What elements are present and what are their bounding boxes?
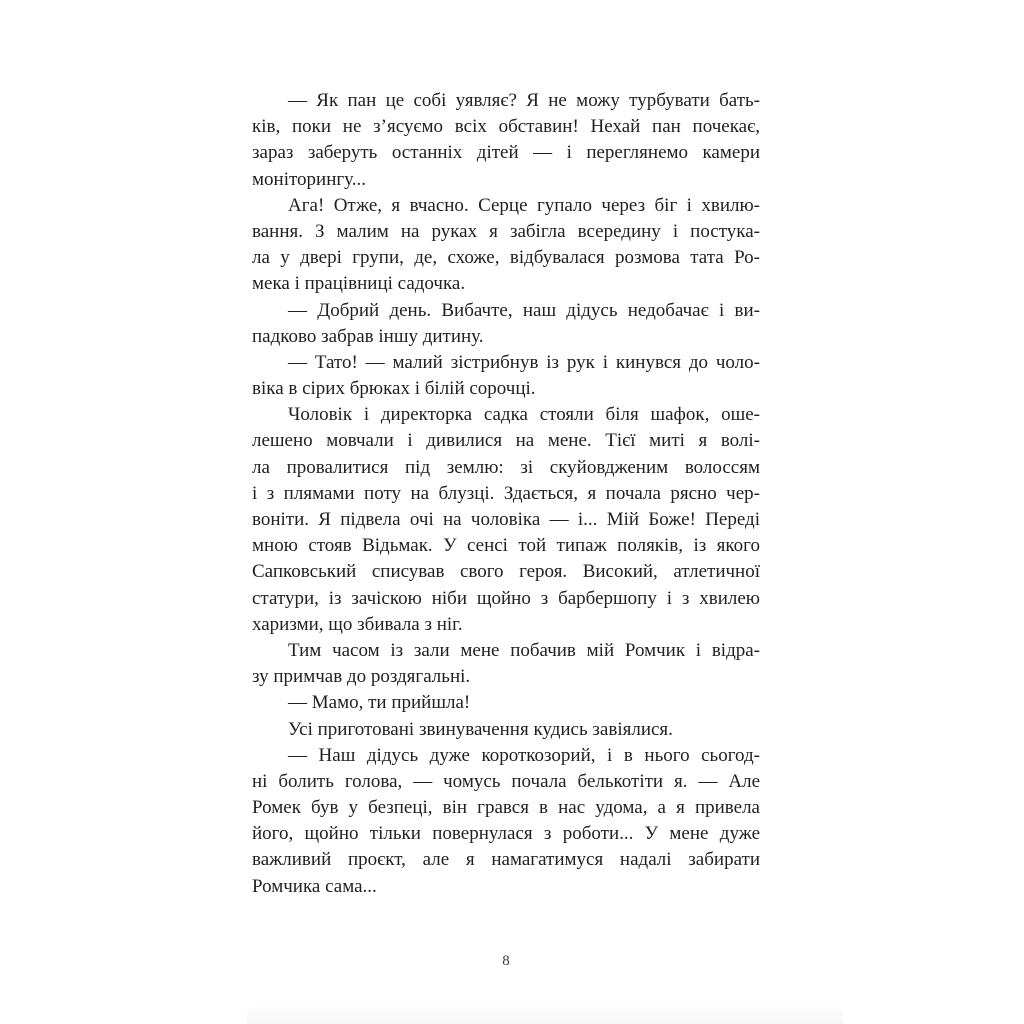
text-line: — Як пан це собі уявляє? Я не можу турбувати бать-: [288, 90, 760, 111]
text-line: Сапковський списував свого героя. Високий, атлетичної: [252, 561, 760, 583]
next-page-edge: [247, 1007, 843, 1024]
text-line: — Мамо, ти прийшла!: [288, 692, 471, 714]
text-line: мною стояв Відьмак. У сенсі той типаж поляків, із якого: [252, 535, 760, 557]
text-line: воніти. Я підвела очі на чоловіка — і... Мій Боже! Переді: [252, 509, 760, 530]
text-line: ла провалитися під землю: зі скуйовдженим волоссям: [252, 456, 760, 478]
page-number: 8: [502, 953, 510, 969]
text-line: моніторингу...: [252, 168, 366, 190]
text-line: — Добрий день. Вибачте, наш дідусь недобачає і ви-: [288, 299, 760, 321]
text-line: Тим часом із зали мене побачив мій Ромчик і відра-: [288, 639, 760, 661]
text-line: лешено мовчали і дивилися на мене. Тієї миті я волі-: [252, 430, 760, 452]
text-line: Ромчика сама...: [252, 875, 377, 897]
text-line: мека і працівниці садочка.: [252, 273, 466, 295]
text-line: Ромек був у безпеці, він грався в нас удома, а я привела: [252, 797, 760, 819]
text-line: зараз заберуть останніх дітей — і переглянемо камери: [252, 142, 760, 164]
text-line: харизми, що збивала з ніг.: [252, 613, 463, 635]
text-line: і з плямами поту на блузці. Здається, я почала рясно чер-: [252, 482, 760, 504]
text-line: зу примчав до роздягальні.: [252, 666, 471, 688]
text-line: Ага! Отже, я вчасно. Серце гупало через біг і хвилю-: [288, 194, 760, 216]
text-line: його, щойно тільки повернулася з роботи... У мене дуже: [252, 823, 760, 845]
text-block: [252, 88, 760, 900]
text-line: — Наш дідусь дуже короткозорий, і в нього сьогод-: [288, 744, 760, 766]
text-line: вання. З малим на руках я забігла всередину і постука-: [252, 220, 760, 242]
text-line: — Тато! — малий зістрибнув із рук і кинувся до чоло-: [288, 351, 760, 373]
text-line: віка в сірих брюках і білій сорочці.: [252, 378, 536, 400]
text-line: ні болить голова, — чомусь почала белькотіти я. — Але: [252, 770, 760, 792]
text-line: статури, із зачіскою ніби щойно з барбершопу і з хвилею: [252, 587, 760, 609]
text-line: Усі приготовані звинувачення кудись завіялися.: [288, 718, 673, 740]
text-line: падково забрав іншу дитину.: [252, 325, 484, 347]
text-line: важливий проєкт, але я намагатимуся надалі забирати: [252, 849, 760, 871]
text-line: ла у двері групи, де, схоже, відбувалася розмова тата Ро-: [252, 247, 760, 269]
text-line: Чоловік і директорка садка стояли біля шафок, оше-: [288, 404, 760, 426]
text-line: ків, поки не з’ясуємо всіх обставин! Нехай пан почекає,: [252, 116, 760, 138]
